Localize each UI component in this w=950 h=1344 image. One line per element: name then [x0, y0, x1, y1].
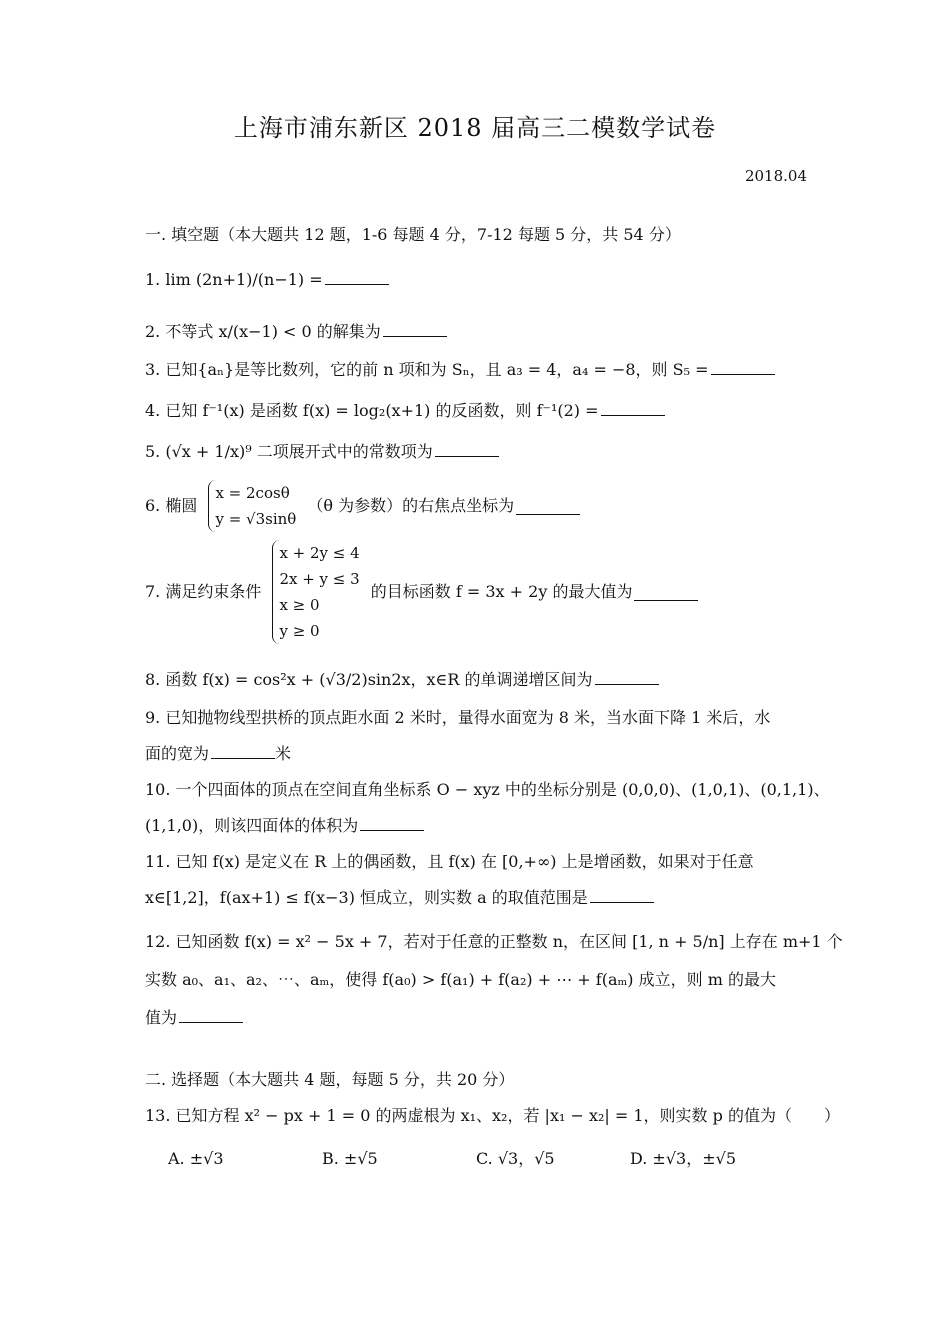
- question-9-line-1: 9. 已知抛物线型拱桥的顶点距水面 2 米时，量得水面宽为 8 米，当水面下降 1 米后，水: [145, 708, 771, 727]
- question-11-line-2: x∈[1,2]，f(ax+1) ≤ f(x−3) 恒成立，则实数 a 的取值范围是: [145, 886, 810, 910]
- answer-blank[interactable]: [325, 268, 389, 285]
- answer-blank[interactable]: [179, 1006, 243, 1023]
- question-12-line-1: 12. 已知函数 f(x) = x² − 5x + 7，若对于任意的正整数 n，在区间 [1, n + 5/n] 上存在 m+1 个: [145, 932, 843, 951]
- answer-blank[interactable]: [711, 358, 775, 375]
- question-9-line-2: 面的宽为 米: [145, 744, 292, 763]
- question-2: 2. 不等式 x/(x−1) < 0 的解集为: [145, 320, 810, 344]
- question-10-line-2: (1,1,0)，则该四面体的体积为: [145, 814, 810, 838]
- exam-date: 2018.04: [744, 167, 807, 185]
- question-12-line-2: 实数 a₀、a₁、a₂、⋯、aₘ，使得 f(a₀) > f(a₁) + f(a₂) + ⋯ + f(aₘ) 成立，则 m 的最大: [145, 970, 776, 989]
- answer-blank[interactable]: [211, 742, 275, 759]
- section-2-header: 二. 选择题（本大题共 4 题，每题 5 分，共 20 分）: [145, 1070, 515, 1089]
- choice-c[interactable]: C. √3，√5: [476, 1149, 555, 1168]
- question-13: 13. 已知方程 x² − px + 1 = 0 的两虚根为 x₁、x₂，若 |x₁ − x₂| = 1，则实数 p 的值为（ ）: [145, 1106, 840, 1125]
- question-7: 7. 满足约束条件 x + 2y ≤ 4 2x + y ≤ 3 x ≥ 0 y ≥ 0 的目标函数 f = 3x + 2y 的最大值为: [145, 540, 810, 652]
- answer-blank[interactable]: [590, 886, 654, 903]
- choice-a[interactable]: A. ±√3: [168, 1149, 224, 1168]
- question-11-line-1: 11. 已知 f(x) 是定义在 R 上的偶函数，且 f(x) 在 [0,+∞) 上是增函数，如果对于任意: [145, 852, 754, 871]
- question-8: 8. 函数 f(x) = cos²x + (√3/2)sin2x，x∈R 的单调递增区间为: [145, 668, 810, 692]
- answer-blank[interactable]: [595, 668, 659, 685]
- question-1: 1. lim (2n+1)/(n−1) =: [145, 268, 810, 292]
- question-10-line-1: 10. 一个四面体的顶点在空间直角坐标系 O − xyz 中的坐标分别是 (0,0,0)、(1,0,1)、(0,1,1)、: [145, 780, 830, 799]
- question-6: 6. 椭圆 x = 2cosθ y = √3sinθ （θ 为参数）的右焦点坐标为: [145, 480, 810, 540]
- question-12-line-3: 值为: [145, 1006, 810, 1030]
- question-4: 4. 已知 f⁻¹(x) 是函数 f(x) = log₂(x+1) 的反函数，则 f⁻¹(2) =: [145, 399, 810, 423]
- answer-blank[interactable]: [634, 584, 698, 601]
- question-5: 5. (√x + 1/x)⁹ 二项展开式中的常数项为: [145, 440, 810, 464]
- answer-blank[interactable]: [383, 320, 447, 337]
- page-title: 上海市浦东新区 2018 届高三二模数学试卷: [233, 114, 717, 142]
- answer-blank[interactable]: [360, 814, 424, 831]
- q7-system: x + 2y ≤ 4 2x + y ≤ 3 x ≥ 0 y ≥ 0: [272, 540, 359, 644]
- answer-blank[interactable]: [601, 399, 665, 416]
- choice-d[interactable]: D. ±√3，±√5: [630, 1149, 736, 1168]
- choice-b[interactable]: B. ±√5: [322, 1149, 378, 1168]
- answer-blank[interactable]: [435, 440, 499, 457]
- q6-system: x = 2cosθ y = √3sinθ: [208, 480, 296, 532]
- answer-blank[interactable]: [516, 498, 580, 515]
- section-1-header: 一. 填空题（本大题共 12 题，1-6 每题 4 分，7-12 每题 5 分，共 54 分）: [145, 225, 681, 244]
- question-3: 3. 已知{aₙ}是等比数列，它的前 n 项和为 Sₙ，且 a₃ = 4，a₄ = −8，则 S₅ =: [145, 358, 810, 382]
- question-13-choices: [168, 1146, 784, 1169]
